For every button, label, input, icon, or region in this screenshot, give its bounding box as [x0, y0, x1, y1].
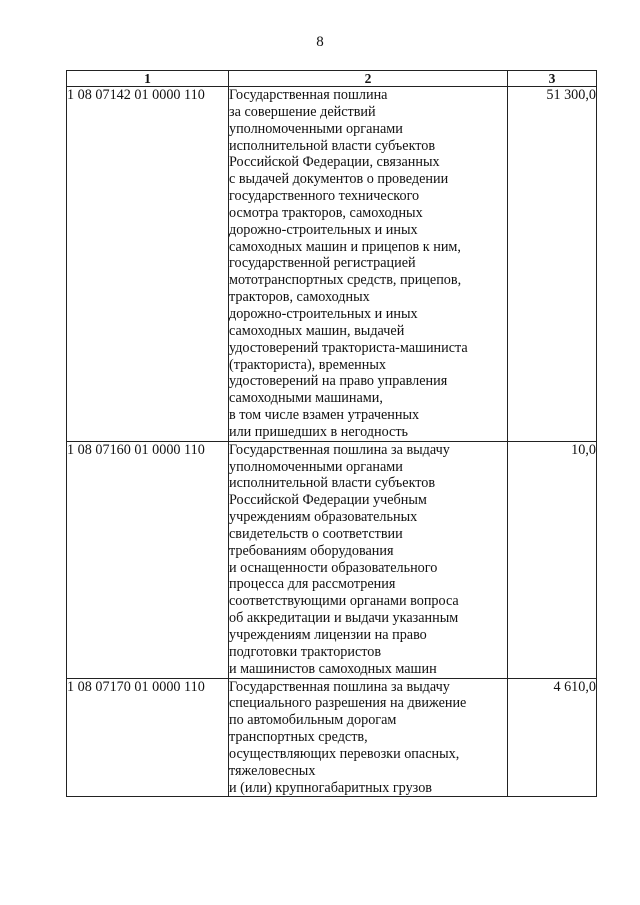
description-line: учреждениям образовательных [229, 509, 418, 526]
description-line: свидетельств о соответствии [229, 525, 403, 542]
description-line: дорожно-строительных и иных [229, 305, 418, 322]
description-line: дорожно-строительных и иных [229, 221, 418, 238]
description-line: Государственная пошлина [229, 87, 388, 103]
description-line: подготовки трактористов [229, 643, 382, 660]
description-cell [229, 678, 508, 797]
description-line: Российской Федерации, связанных [229, 154, 440, 171]
description-line: и (или) крупногабаритных грузов [229, 779, 432, 796]
budget-code-cell: 1 08 07160 01 0000 110 [67, 441, 229, 678]
table-body [67, 87, 597, 797]
description-line: тракторов, самоходных [229, 289, 370, 306]
amount-cell: 51 300,0 [508, 87, 597, 442]
description-line: и машинистов самоходных машин [229, 660, 437, 677]
table-row [67, 87, 597, 442]
description-line: или пришедших в негодность [229, 423, 409, 440]
page-number: 8 [316, 34, 324, 50]
description-line: самоходных машин и прицепов к ним, [229, 238, 461, 255]
description-line: процесса для рассмотрения [229, 576, 396, 593]
description-line: исполнительной власти субъектов [229, 475, 436, 492]
description-line: в том числе взамен утраченных [229, 407, 420, 424]
table-header [67, 71, 597, 87]
description-line: тяжеловесных [229, 762, 316, 779]
description-line: осуществляющих перевозки опасных, [229, 745, 460, 762]
description-line: удостоверений на право управления [229, 373, 448, 390]
description-line: Государственная пошлина за выдачу [229, 678, 450, 695]
table-row [67, 678, 597, 797]
description-line: об аккредитации и выдачи указанным [229, 610, 459, 627]
description-line: по автомобильным дорогам [229, 712, 397, 729]
column-header-1: 1 [67, 71, 229, 87]
budget-revenue-table [66, 70, 597, 797]
description-line: государственной регистрацией [229, 255, 416, 272]
description-line: специального разрешения на движение [229, 695, 467, 712]
description-line: самоходными машинами, [229, 390, 383, 407]
description-line: Государственная пошлина за выдачу [229, 441, 450, 458]
description-line: исполнительной власти субъектов [229, 137, 436, 154]
amount-cell: 10,0 [508, 441, 597, 678]
description-line: Российской Федерации учебным [229, 492, 427, 509]
description-line: самоходных машин, выдачей [229, 322, 405, 339]
description-line: осмотра тракторов, самоходных [229, 204, 423, 221]
description-line: уполномоченными органами [229, 120, 403, 137]
description-line: соответствующими органами вопроса [229, 593, 459, 610]
description-line: за совершение действий [229, 103, 376, 120]
budget-code-cell: 1 08 07142 01 0000 110 [67, 87, 229, 442]
description-line: (тракториста), временных [229, 356, 386, 373]
description-line: транспортных средств, [229, 729, 368, 746]
description-line: уполномоченными органами [229, 458, 403, 475]
column-header-3: 3 [508, 71, 597, 87]
description-line: и оснащенности образовательного [229, 559, 438, 576]
description-line: требованиям оборудования [229, 542, 394, 559]
description-line: государственного технического [229, 188, 420, 205]
budget-code-cell: 1 08 07170 01 0000 110 [67, 678, 229, 797]
description-line: с выдачей документов о проведении [229, 171, 449, 188]
description-line: удостоверений тракториста-машиниста [229, 339, 468, 356]
description-line: учреждениям лицензии на право [229, 627, 427, 643]
description-cell [229, 441, 508, 678]
column-header-2: 2 [229, 71, 508, 87]
description-cell [229, 87, 508, 442]
description-line: мототранспортных средств, прицепов, [229, 272, 462, 289]
table-row [67, 441, 597, 678]
header-row [67, 71, 597, 87]
amount-cell: 4 610,0 [508, 678, 597, 797]
